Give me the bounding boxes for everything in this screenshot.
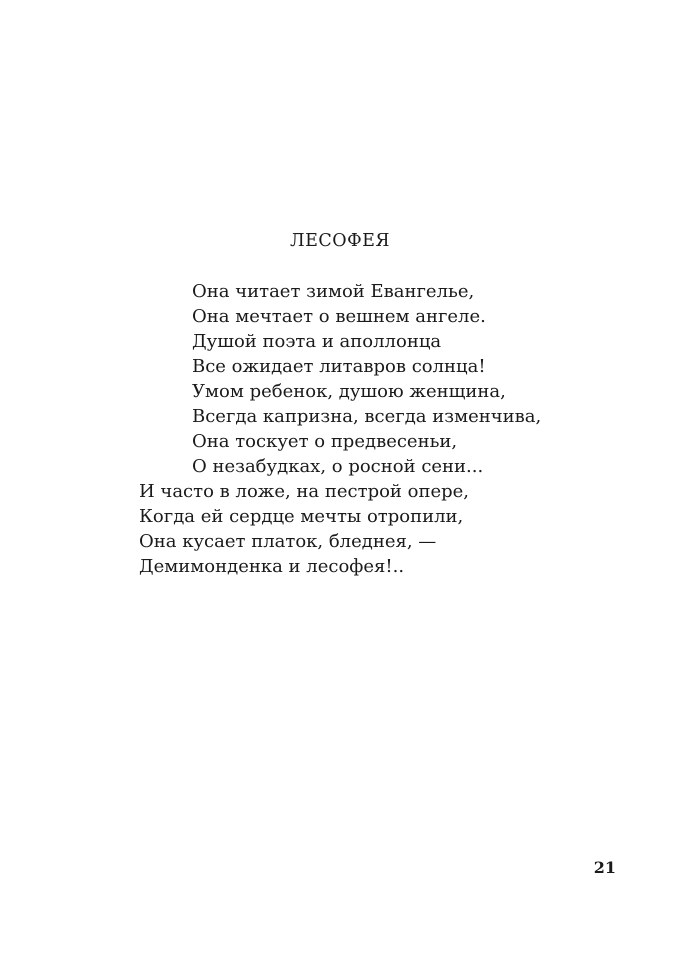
- poem-line: Демимонденка и лесофея!..: [139, 556, 405, 577]
- poem-line: Умом ребенок, душою женщина,: [192, 381, 506, 402]
- page-number: 21: [593, 858, 616, 877]
- poem-line: Всегда капризна, всегда изменчива,: [192, 406, 542, 427]
- poem-line: Она мечтает о вешнем ангеле.: [192, 306, 486, 327]
- poem-line: Душой поэта и аполлонца: [192, 331, 442, 352]
- poem-line: О незабудках, о росной сени...: [192, 456, 484, 477]
- poem-line: Когда ей сердце мечты отропили,: [139, 506, 464, 527]
- poem-line: Она кусает платок, бледнея, —: [139, 531, 437, 552]
- poem-line: Она тоскует о предвесеньи,: [192, 431, 458, 452]
- poem-line: Все ожидает литавров солнца!: [192, 356, 486, 377]
- poem-title: ЛЕСОФЕЯ: [289, 231, 391, 251]
- poem-line: Она читает зимой Евангелье,: [192, 281, 475, 302]
- poem-line: И часто в ложе, на пестрой опере,: [139, 481, 470, 502]
